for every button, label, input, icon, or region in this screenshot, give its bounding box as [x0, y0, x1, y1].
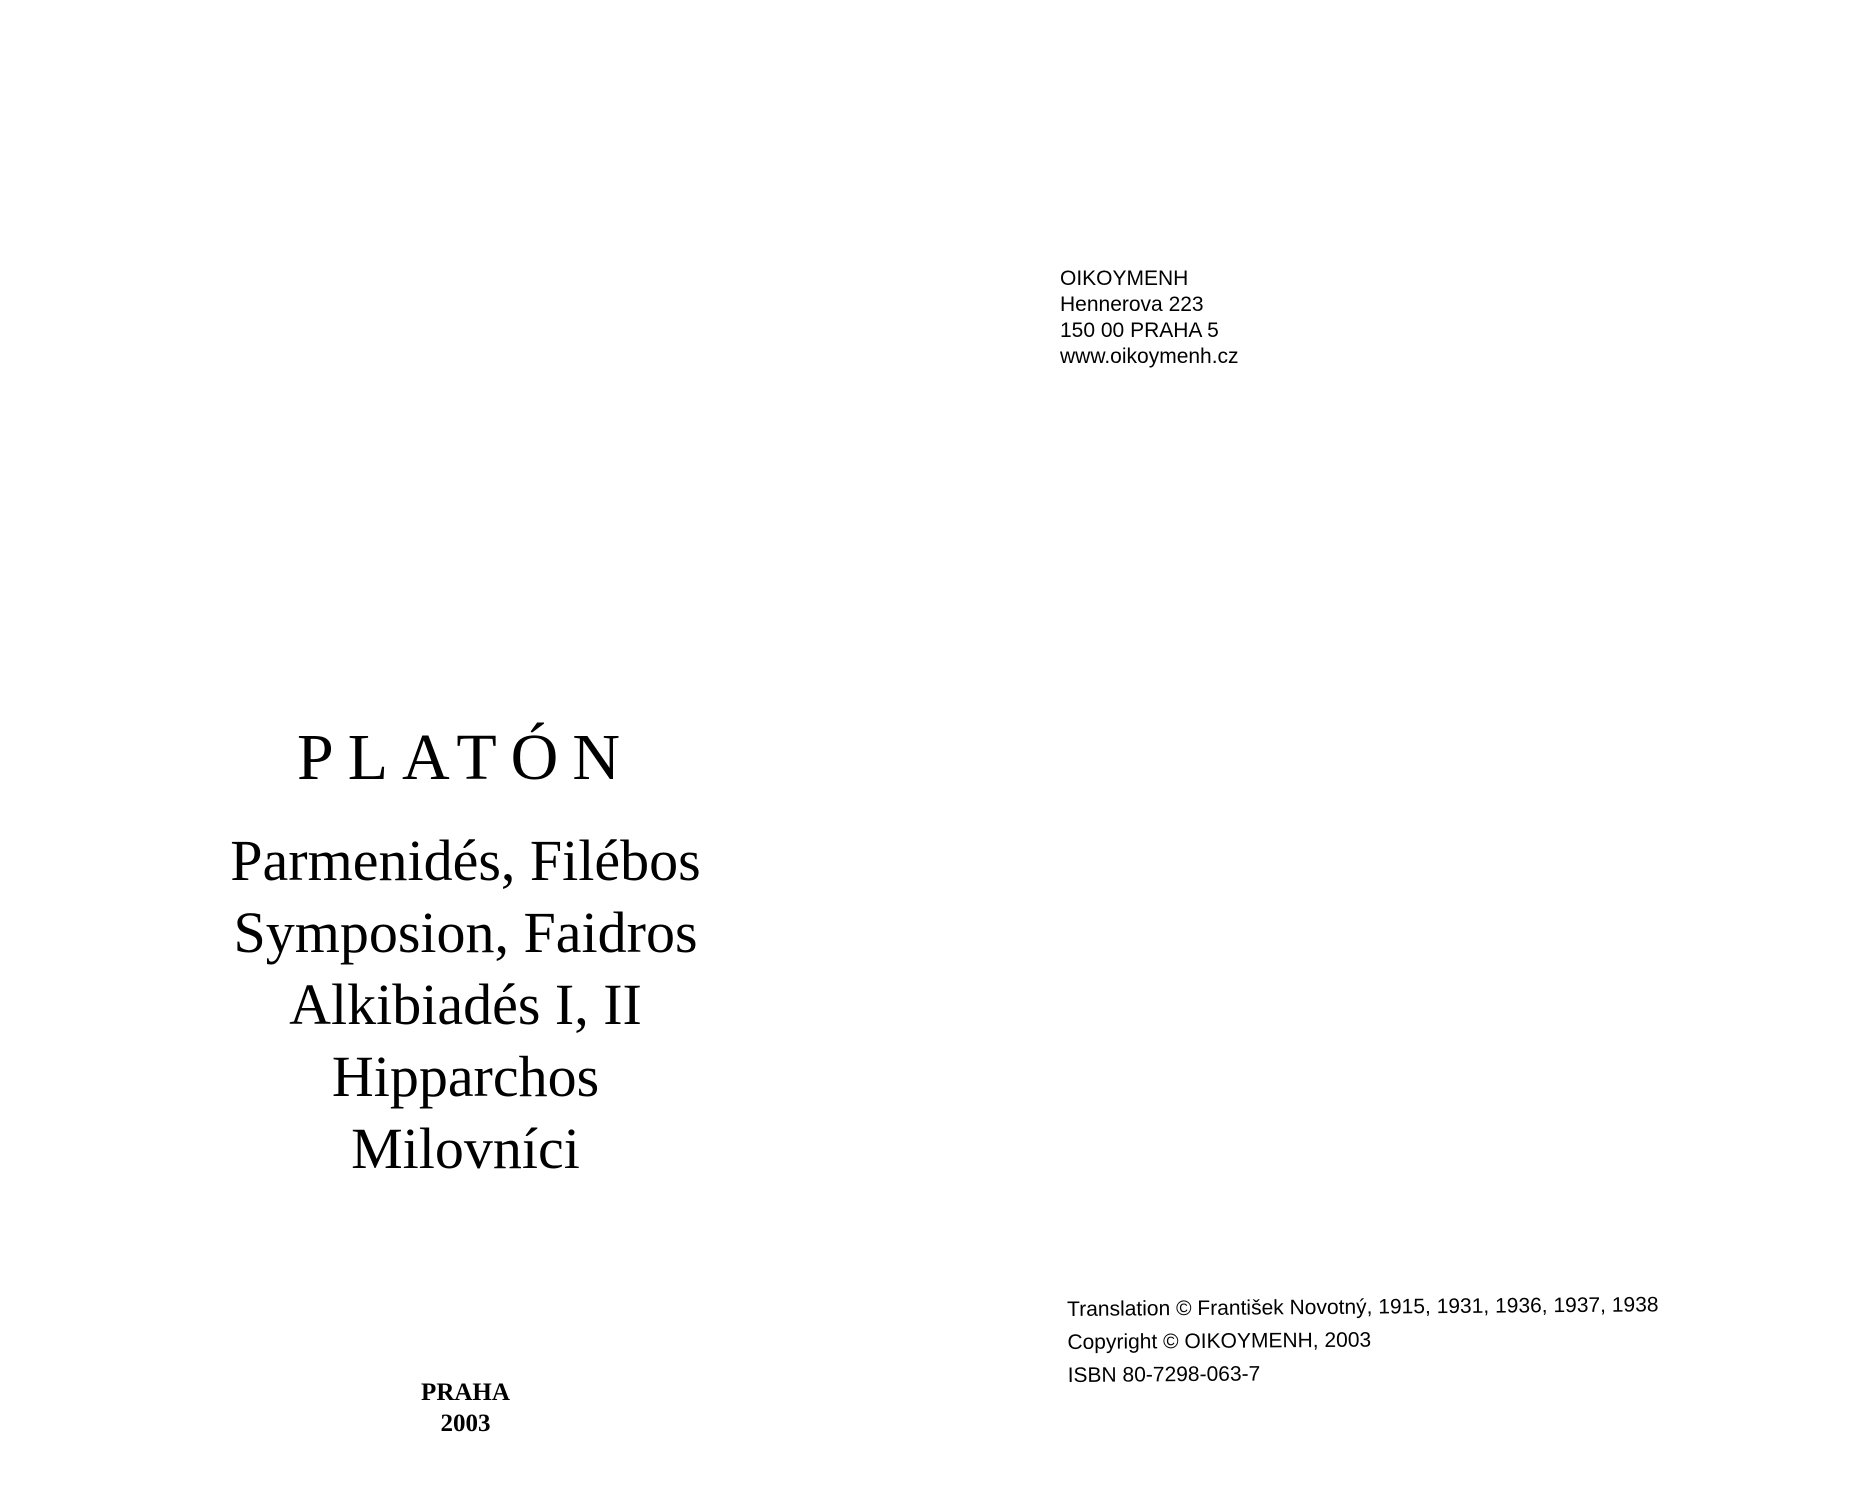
publisher-address — [1060, 266, 1239, 370]
publisher-name: OIKOYMENH — [1060, 267, 1189, 290]
translation-credit: Translation © František Novotný, 1915, 1931, 1936, 1937, 1938 — [1067, 1293, 1659, 1321]
work-title: Hipparchos — [331, 1044, 600, 1109]
imprint — [0, 1377, 931, 1439]
copyright-notice — [1067, 1288, 1659, 1392]
isbn-line: ISBN 80-7298-063-7 — [1067, 1362, 1261, 1387]
works-list — [0, 825, 931, 1185]
copyright-line: Copyright © OIKOYMENH, 2003 — [1067, 1328, 1372, 1354]
publisher-city: 150 00 PRAHA 5 — [1060, 319, 1219, 342]
imprint-place: PRAHA — [421, 1379, 510, 1406]
imprint-year: 2003 — [440, 1410, 491, 1437]
work-title: Symposion, Faidros — [233, 900, 698, 965]
work-title: Parmenidés, Filébos — [230, 828, 701, 893]
publisher-website: www.oikoymenh.cz — [1060, 345, 1239, 368]
author-name: PLATÓN — [296, 721, 634, 794]
work-title: Alkibiadés I, II — [289, 972, 642, 1037]
publisher-street: Hennerova 223 — [1060, 293, 1204, 316]
work-title: Milovníci — [351, 1116, 580, 1181]
